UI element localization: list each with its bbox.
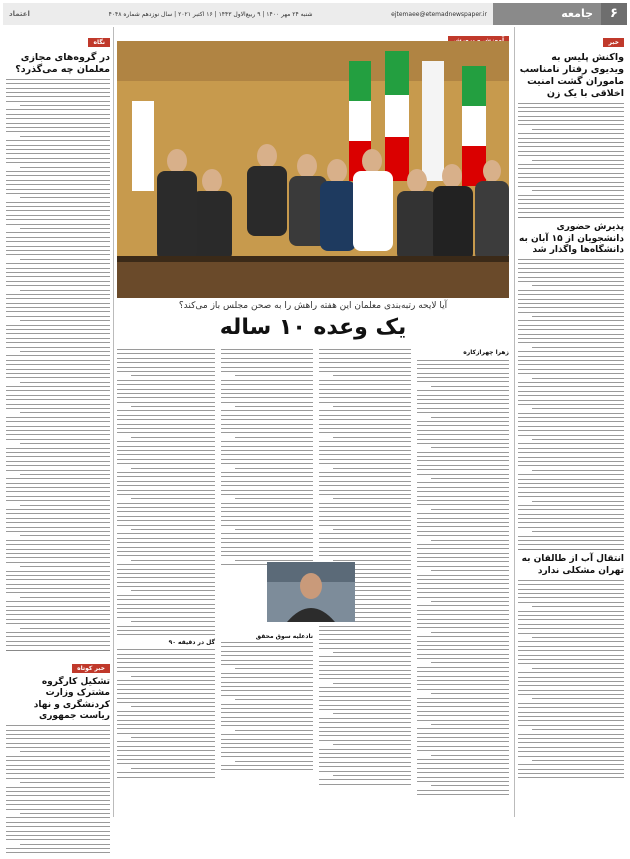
story-body xyxy=(6,725,110,853)
story-title: واکنش پلیس به ویدیوی رفتار نامناسب ماموران گشت امنیت اخلاقی با یک زن xyxy=(519,52,624,99)
date-line: شنبه ۲۴ مهر ۱۴۰۰ | ۹ ربیع‌الاول ۱۴۴۳ | ۱۶ اکتبر ۲۰۲۱ | سال نوزدهم شماره ۴۰۴۸ xyxy=(108,10,313,18)
brief-tag: خبر کوتاه xyxy=(72,664,110,673)
header-info xyxy=(3,3,493,25)
story-title: پذیرش حضوری دانشجویان از ۱۵ آبان به دانشگاه‌ها واگذار شد xyxy=(519,222,624,255)
section-title: جامعه xyxy=(493,3,601,25)
byline: زهرا چهرازکاره xyxy=(463,349,509,356)
article-body xyxy=(417,360,509,796)
main-story xyxy=(117,27,509,817)
story-title: تشکیل کارگروه مشترک وزارت کردنشگری و نهاد ریاست جمهوری xyxy=(33,677,110,721)
divider xyxy=(518,217,624,218)
page-header xyxy=(3,3,627,25)
opinion-tag: نگاه xyxy=(88,38,110,47)
section-email: ejtemaee@etemadnewspaper.ir xyxy=(391,10,487,18)
divider xyxy=(6,650,110,651)
parliament-photo xyxy=(117,41,509,298)
author-photo xyxy=(267,562,355,622)
article-body xyxy=(117,349,215,635)
article-body xyxy=(117,649,215,777)
main-tag-row xyxy=(117,27,509,39)
story-title: در گروه‌های مجازی معلمان چه می‌گذرد؟ xyxy=(15,52,110,75)
article-body xyxy=(221,642,313,770)
divider xyxy=(518,549,624,550)
story-body xyxy=(518,103,624,214)
article-column-4 xyxy=(117,349,215,829)
newspaper-logo: اعتماد xyxy=(9,10,30,18)
story-body xyxy=(6,79,110,646)
story-body xyxy=(518,580,624,779)
right-column xyxy=(514,27,627,817)
news-tag: خبر xyxy=(603,38,624,47)
story-body xyxy=(518,259,624,545)
left-column xyxy=(3,27,114,817)
kicker: آیا لایحه رتبه‌بندی معلمان این هفته راهش را به صحن مجلس باز می‌کند؟ xyxy=(178,301,448,311)
author-photo-illustration xyxy=(267,562,355,622)
main-headline: یک وعده ۱۰ ساله xyxy=(219,315,407,340)
story-title: انتقال آب از طالقان به تهران مشکلی ندارد xyxy=(521,554,624,576)
article-column-1 xyxy=(417,349,509,829)
page-number: ۶ xyxy=(601,3,627,25)
parliament-photo-illustration xyxy=(117,41,509,298)
subhead: گل در دقیقه ۹۰ xyxy=(168,638,215,646)
author-caption: نادعلیه سوق محقق xyxy=(255,632,313,640)
article-body xyxy=(221,349,313,565)
